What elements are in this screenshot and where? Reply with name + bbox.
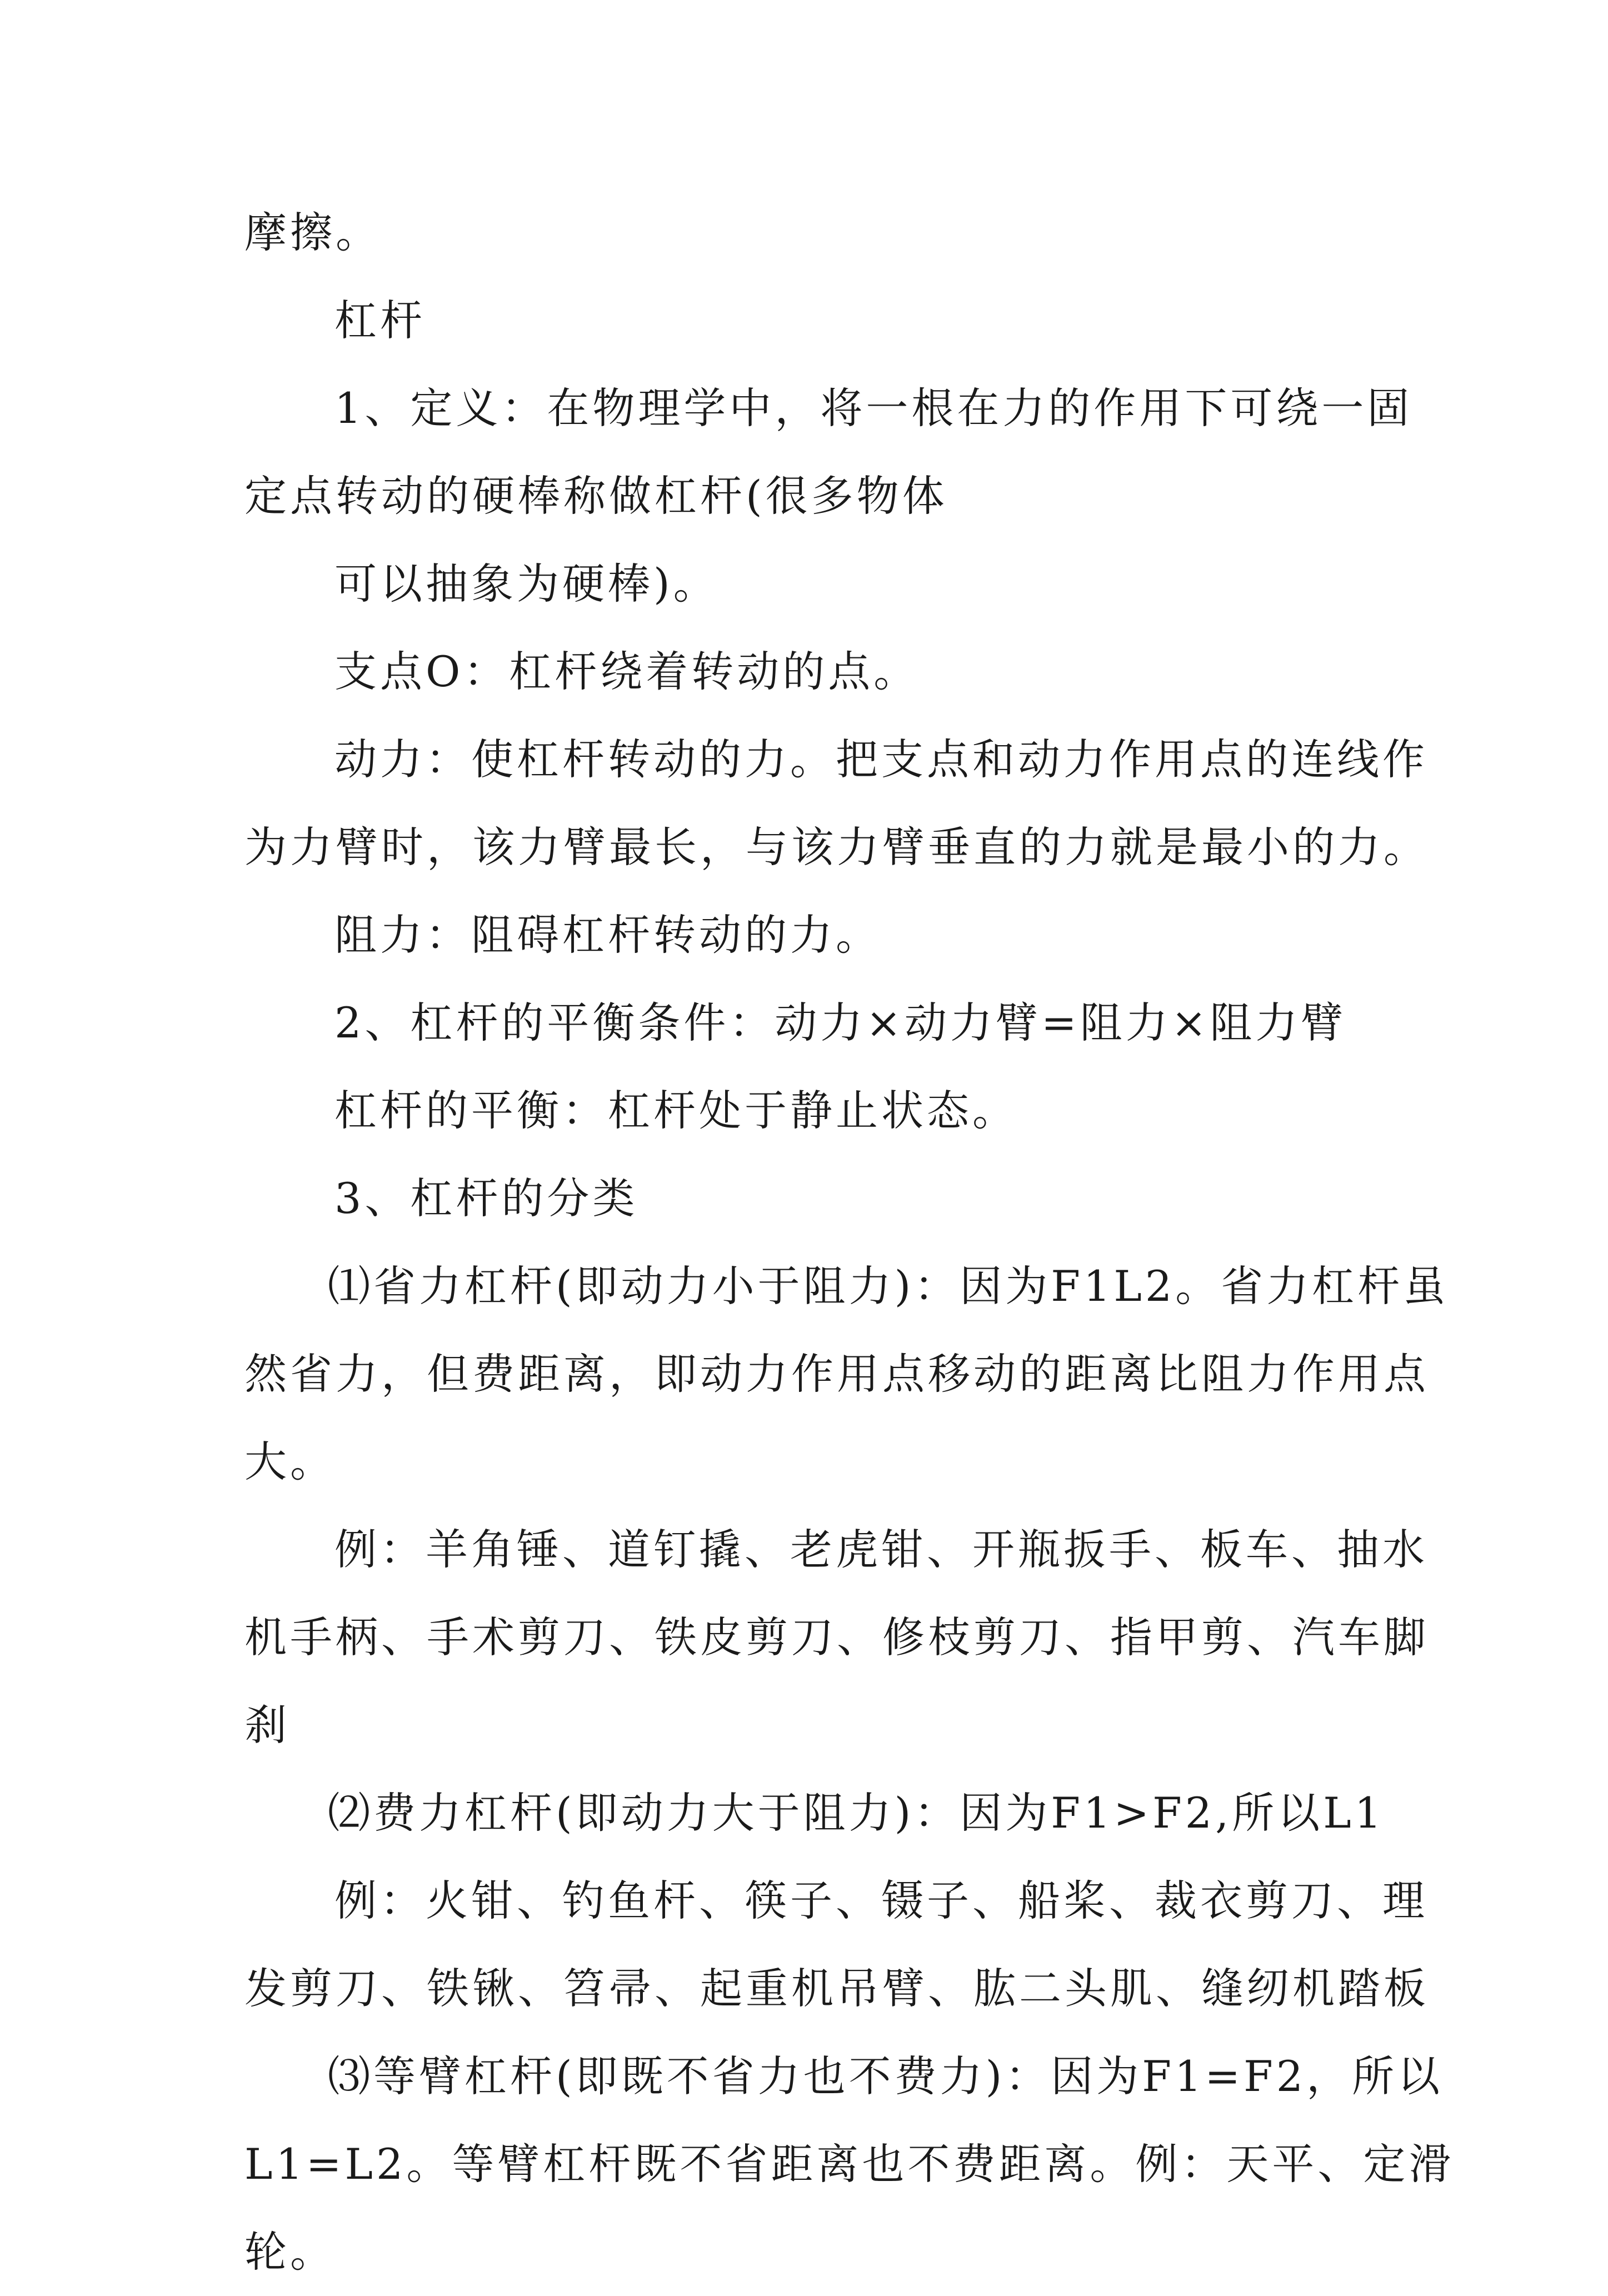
text-line: 定点转动的硬棒称做杠杆(很多物体: [244, 471, 948, 521]
text-line: 例：羊角锤、道钉撬、老虎钳、开瓶扳手、板车、抽水: [334, 1525, 1428, 1574]
text-line: 大。: [244, 1437, 336, 1486]
text-line: 摩擦。: [244, 208, 381, 257]
text-line: 例：火钳、钓鱼杆、筷子、镊子、船桨、裁衣剪刀、理: [334, 1876, 1428, 1925]
text-line: 刹: [244, 1700, 290, 1750]
text-line: 为力臂时，该力臂最长，与该力臂垂直的力就是最小的力。: [244, 822, 1429, 872]
text-line: 然省力，但费距离，即动力作用点移动的距离比阻力作用点: [244, 1349, 1429, 1399]
text-line: 2、杠杆的平衡条件：动力×动力臂=阻力×阻力臂: [334, 998, 1347, 1047]
text-line: ⑶等臂杠杆(即既不省力也不费力)：因为F1=F2，所以: [328, 2052, 1444, 2101]
text-line: L1=L2。等臂杠杆既不省距离也不费距离。例：天平、定滑: [244, 2139, 1455, 2189]
text-line: 轮。: [244, 2227, 336, 2277]
document-body: [244, 189, 1455, 2296]
text-line: 杠杆的平衡：杠杆处于静止状态。: [334, 1086, 1018, 1135]
text-line: 阻力：阻碍杠杆转动的力。: [334, 910, 881, 960]
text-line: 发剪刀、铁锹、笤帚、起重机吊臂、肱二头肌、缝纫机踏板: [244, 1964, 1429, 2013]
text-line: ⑵费力杠杆(即动力大于阻力)：因为F1>F2,所以L1: [328, 1788, 1385, 1838]
text-line: 3、杠杆的分类: [334, 1174, 638, 1223]
text-line: ⑴省力杠杆(即动力小于阻力)：因为F1L2。省力杠杆虽: [328, 1261, 1449, 1311]
text-line: 可以抽象为硬棒)。: [334, 559, 719, 608]
text-line: 杠杆: [334, 296, 426, 345]
text-line: 支点O：杠杆绕着转动的点。: [334, 647, 920, 696]
text-line: 1、定义：在物理学中，将一根在力的作用下可绕一固: [334, 383, 1413, 433]
text-line: 动力：使杠杆转动的力。把支点和动力作用点的连线作: [334, 735, 1428, 784]
text-line: 机手柄、手术剪刀、铁皮剪刀、修枝剪刀、指甲剪、汽车脚: [244, 1613, 1429, 1662]
